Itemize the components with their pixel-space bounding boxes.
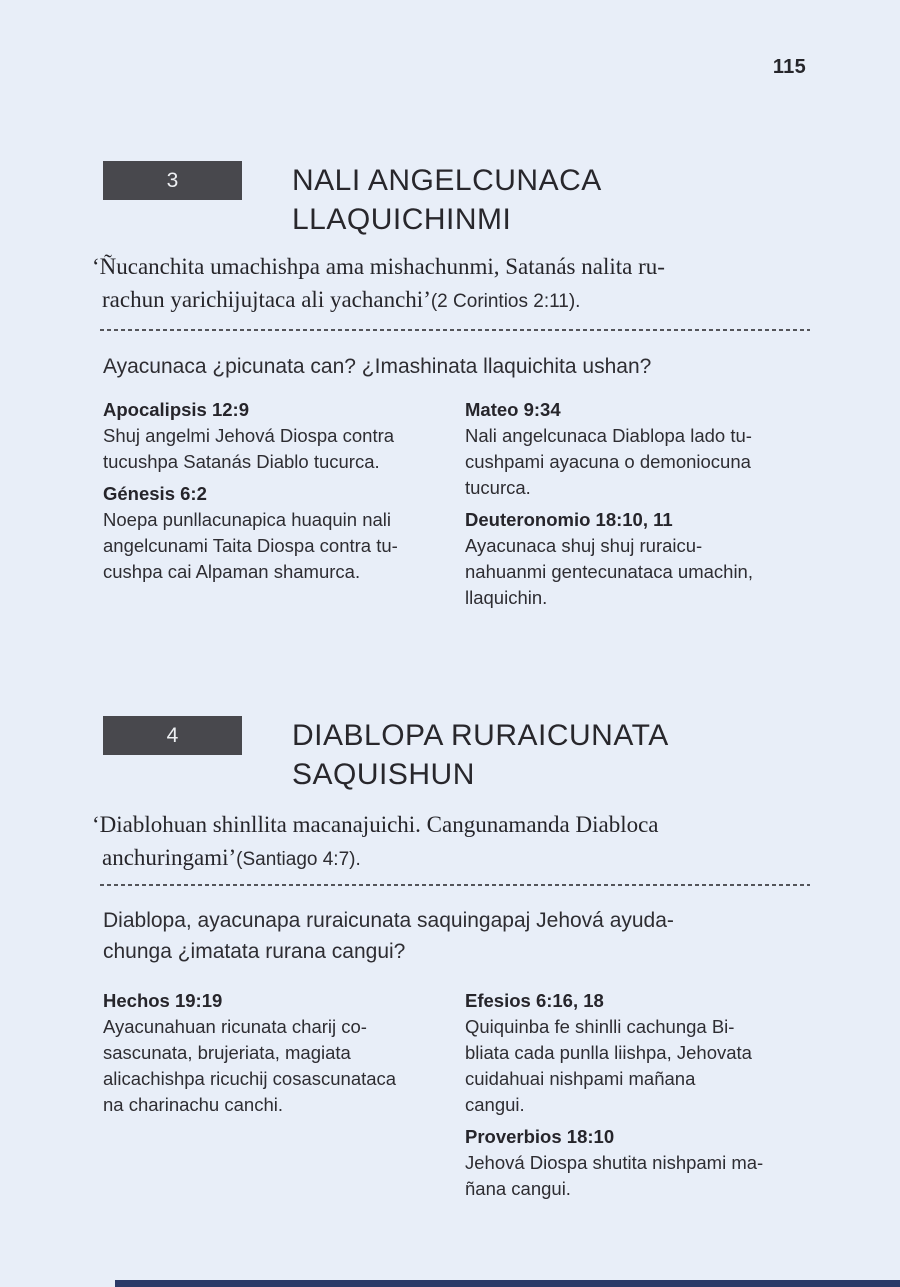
scripture-text: Ayacunahuan ricunata charij co- sascunata, brujeriata, magiata alicachishpa ricuchij cosascunataca na charinachu canchi. bbox=[103, 1016, 397, 1115]
section-3-quote-line2: rachun yarichijujtaca ali yachanchi’ bbox=[102, 287, 431, 312]
scripture-reference: Hechos 19:19 bbox=[103, 990, 223, 1011]
section-3-number-box bbox=[103, 161, 242, 200]
section-3-quote-line1: ‘Ñucanchita umachishpa ama mishachunmi, Satanás nalita ru- bbox=[92, 254, 665, 279]
scripture-text: Noepa punllacunapica huaquin nali angelcunami Taita Diospa contra tu- cushpa cai Alpaman shamurca. bbox=[103, 509, 398, 582]
section-3-quote-reference: (2 Corintios 2:11). bbox=[430, 291, 581, 312]
scripture-text: Ayacunaca shuj shuj ruraicu- nahuanmi gentecunataca umachin, llaquichin. bbox=[465, 535, 753, 608]
section-4-left-column bbox=[103, 988, 465, 1202]
section-4-right-column bbox=[465, 988, 810, 1202]
scripture-reference: Mateo 9:34 bbox=[465, 399, 561, 420]
scripture-reference: Proverbios 18:10 bbox=[465, 1126, 615, 1147]
section-4-quote-line1: ‘Diablohuan shinllita macanajuichi. Cangunamanda Diabloca bbox=[92, 812, 659, 837]
scripture-entry bbox=[465, 397, 810, 501]
scripture-entry bbox=[103, 397, 465, 475]
section-4-question: Diablopa, ayacunapa ruraicunata saquingapaj Jehová ayuda- chunga ¿imatata rurana cangui? bbox=[103, 909, 674, 963]
section-4-quote bbox=[92, 808, 816, 876]
section-3-right-column bbox=[465, 397, 810, 611]
section-4-quote-line2: anchuringami’ bbox=[102, 845, 237, 870]
section-3-question: Ayacunaca ¿picunata can? ¿Imashinata llaquichita ushan? bbox=[103, 355, 652, 378]
scripture-reference: Efesios 6:16, 18 bbox=[465, 990, 604, 1011]
section-3-left-column bbox=[103, 397, 465, 611]
section-3-title: NALI ANGELCUNACA LLAQUICHINMI bbox=[292, 164, 602, 236]
section-3-scripture-columns bbox=[103, 397, 810, 611]
section-4-number-box bbox=[103, 716, 242, 755]
section-4-scripture-columns bbox=[103, 988, 810, 1202]
scripture-text: Jehová Diospa shutita nishpami ma- ñana cangui. bbox=[465, 1152, 764, 1199]
section-3-number: 3 bbox=[166, 168, 179, 192]
scripture-text: Nali angelcunaca Diablopa lado tu- cushpami ayacuna o demoniocuna tucurca. bbox=[465, 425, 752, 498]
scripture-entry bbox=[465, 507, 810, 611]
scripture-text: Shuj angelmi Jehová Diospa contra tucushpa Satanás Diablo tucurca. bbox=[103, 425, 395, 472]
section-3-divider bbox=[100, 329, 810, 331]
bottom-accent-bar bbox=[115, 1280, 900, 1287]
scripture-reference: Deuteronomio 18:10, 11 bbox=[465, 509, 673, 530]
scripture-entry bbox=[465, 988, 810, 1118]
page-number: 115 bbox=[772, 56, 806, 78]
section-4-divider bbox=[100, 884, 810, 886]
section-3-quote-line2-wrap bbox=[92, 283, 816, 318]
scripture-entry bbox=[103, 481, 465, 585]
scripture-entry bbox=[103, 988, 465, 1118]
scripture-reference: Génesis 6:2 bbox=[103, 483, 207, 504]
section-4-quote-line2-wrap bbox=[92, 841, 816, 876]
scripture-text: Quiquinba fe shinlli cachunga Bi- bliata cada punlla liishpa, Jehovata cuidahuai nishpami mañana cangui. bbox=[465, 1016, 752, 1115]
section-4-quote-reference: (Santiago 4:7). bbox=[236, 849, 361, 870]
scripture-entry bbox=[465, 1124, 810, 1202]
section-4-title: DIABLOPA RURAICUNATA SAQUISHUN bbox=[292, 719, 669, 791]
section-3-quote bbox=[92, 250, 816, 318]
section-3-header bbox=[103, 161, 602, 239]
section-4-number: 4 bbox=[166, 723, 179, 747]
scripture-reference: Apocalipsis 12:9 bbox=[103, 399, 250, 420]
section-4-header bbox=[103, 716, 669, 794]
